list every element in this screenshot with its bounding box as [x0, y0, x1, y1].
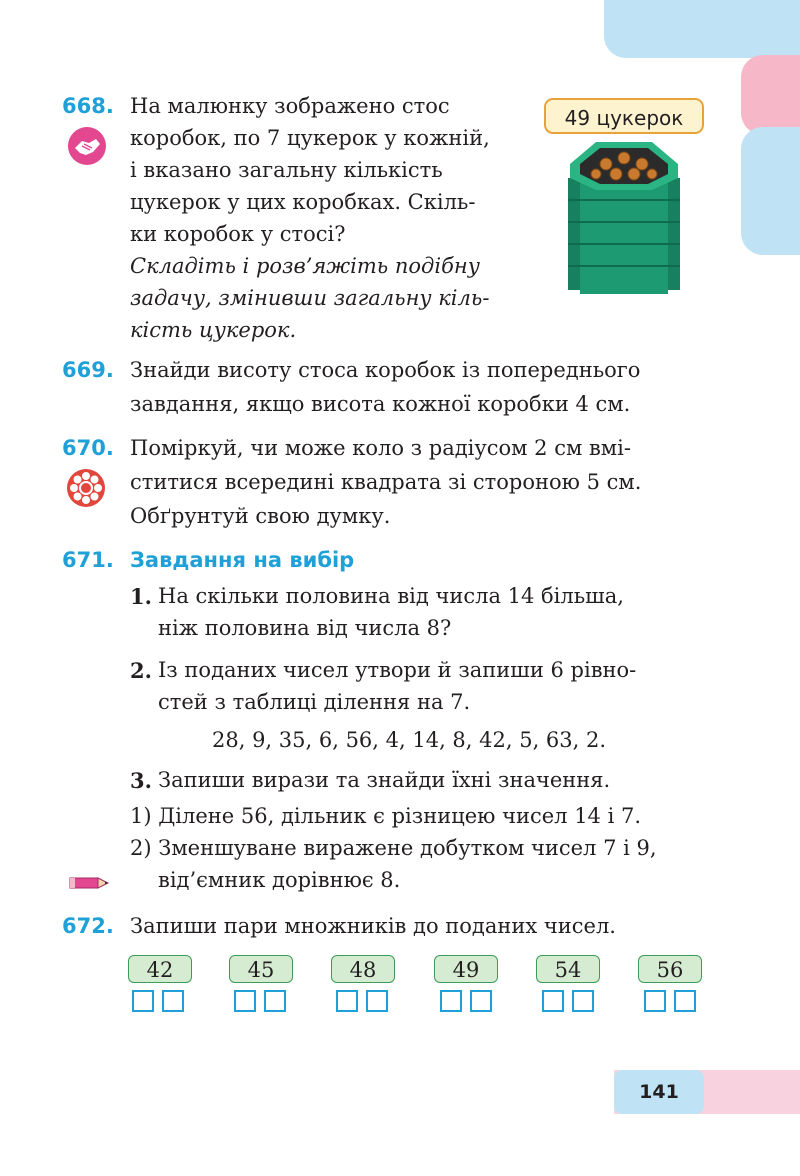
p671-task2-numbers: 28, 9, 35, 6, 56, 4, 14, 8, 42, 5, 63, 2. — [212, 728, 607, 752]
p671-heading: Завдання на вибір — [130, 548, 355, 572]
number-box-48: 48 — [331, 955, 395, 983]
answer-square[interactable] — [162, 990, 184, 1012]
corner-tab-blue — [604, 0, 800, 58]
p671-task3-line: Запиши вирази та знайди їхні значення. — [158, 768, 611, 792]
p668-italic-2: задачу, змінивши загальну кіль- — [130, 286, 490, 310]
p668-line-5: ки коробок у стосі? — [130, 222, 346, 246]
number-box-49: 49 — [434, 955, 498, 983]
p671-task2-number: 2. — [130, 658, 152, 683]
answer-square[interactable] — [132, 990, 154, 1012]
p672-line: Запиши пари множників до поданих чисел. — [130, 914, 616, 938]
p668-line-3: і вказано загальну кількість — [130, 158, 443, 182]
p670-line-2: ститися всередині квадрата зі стороною 5 см. — [130, 470, 642, 494]
answer-square[interactable] — [336, 990, 358, 1012]
side-tab-pink — [741, 55, 800, 135]
answer-square[interactable] — [674, 990, 696, 1012]
problem-672-number: 672. — [62, 914, 114, 938]
number-box-54: 54 — [536, 955, 600, 983]
p669-line-1: Знайди висоту стоса коробок із попереднього — [130, 358, 641, 382]
answer-square[interactable] — [264, 990, 286, 1012]
p671-task3-item-2-cont: від’ємник дорівнює 8. — [158, 868, 401, 892]
problem-668-number: 668. — [62, 94, 114, 118]
p668-italic-1: Складіть і розв’яжіть подібну — [130, 254, 480, 278]
handshake-icon — [66, 126, 108, 170]
answer-square[interactable] — [366, 990, 388, 1012]
gear-flower-icon — [66, 468, 106, 512]
p668-line-2: коробок, по 7 цукерок у кожній, — [130, 126, 490, 150]
answer-square[interactable] — [234, 990, 256, 1012]
answer-square[interactable] — [470, 990, 492, 1012]
answer-square[interactable] — [440, 990, 462, 1012]
p668-line-4: цукерок у цих коробках. Скіль- — [130, 190, 476, 214]
p671-task3-item-1: 1) Ділене 56, дільник є різницею чисел 14 і 7. — [130, 804, 642, 828]
number-box-45: 45 — [229, 955, 293, 983]
p671-task3-number: 3. — [130, 768, 152, 793]
side-tab-blue — [741, 127, 800, 255]
p668-line-1: На малюнку зображено стос — [130, 94, 450, 118]
candy-count-label: 49 цукерок — [544, 98, 704, 134]
p671-task2-line-2: стей з таблиці ділення на 7. — [158, 690, 471, 714]
candy-box-stack-illustration — [566, 138, 682, 302]
p671-task1-number: 1. — [130, 584, 152, 609]
problem-669-number: 669. — [62, 358, 114, 382]
p671-task3-item-2: 2) Зменшуване виражене добутком чисел 7 і 9, — [130, 836, 657, 860]
p668-italic-3: кість цукерок. — [130, 318, 297, 342]
p670-line-3: Обґрунтуй свою думку. — [130, 504, 391, 528]
p671-task1-line-1: На скільки половина від числа 14 більша, — [158, 584, 624, 608]
answer-square[interactable] — [572, 990, 594, 1012]
page-number: 141 — [614, 1070, 704, 1114]
pencil-icon — [68, 874, 112, 896]
p670-line-1: Поміркуй, чи може коло з радіусом 2 см вмі- — [130, 436, 631, 460]
problem-671-number: 671. — [62, 548, 114, 572]
problem-670-number: 670. — [62, 436, 114, 460]
answer-square[interactable] — [542, 990, 564, 1012]
number-box-42: 42 — [128, 955, 192, 983]
answer-square[interactable] — [644, 990, 666, 1012]
p669-line-2: завдання, якщо висота кожної коробки 4 см. — [130, 392, 631, 416]
p671-task2-line-1: Із поданих чисел утвори й запиши 6 рівно- — [158, 658, 637, 682]
number-box-56: 56 — [638, 955, 702, 983]
p671-task1-line-2: ніж половина від числа 8? — [158, 616, 452, 640]
